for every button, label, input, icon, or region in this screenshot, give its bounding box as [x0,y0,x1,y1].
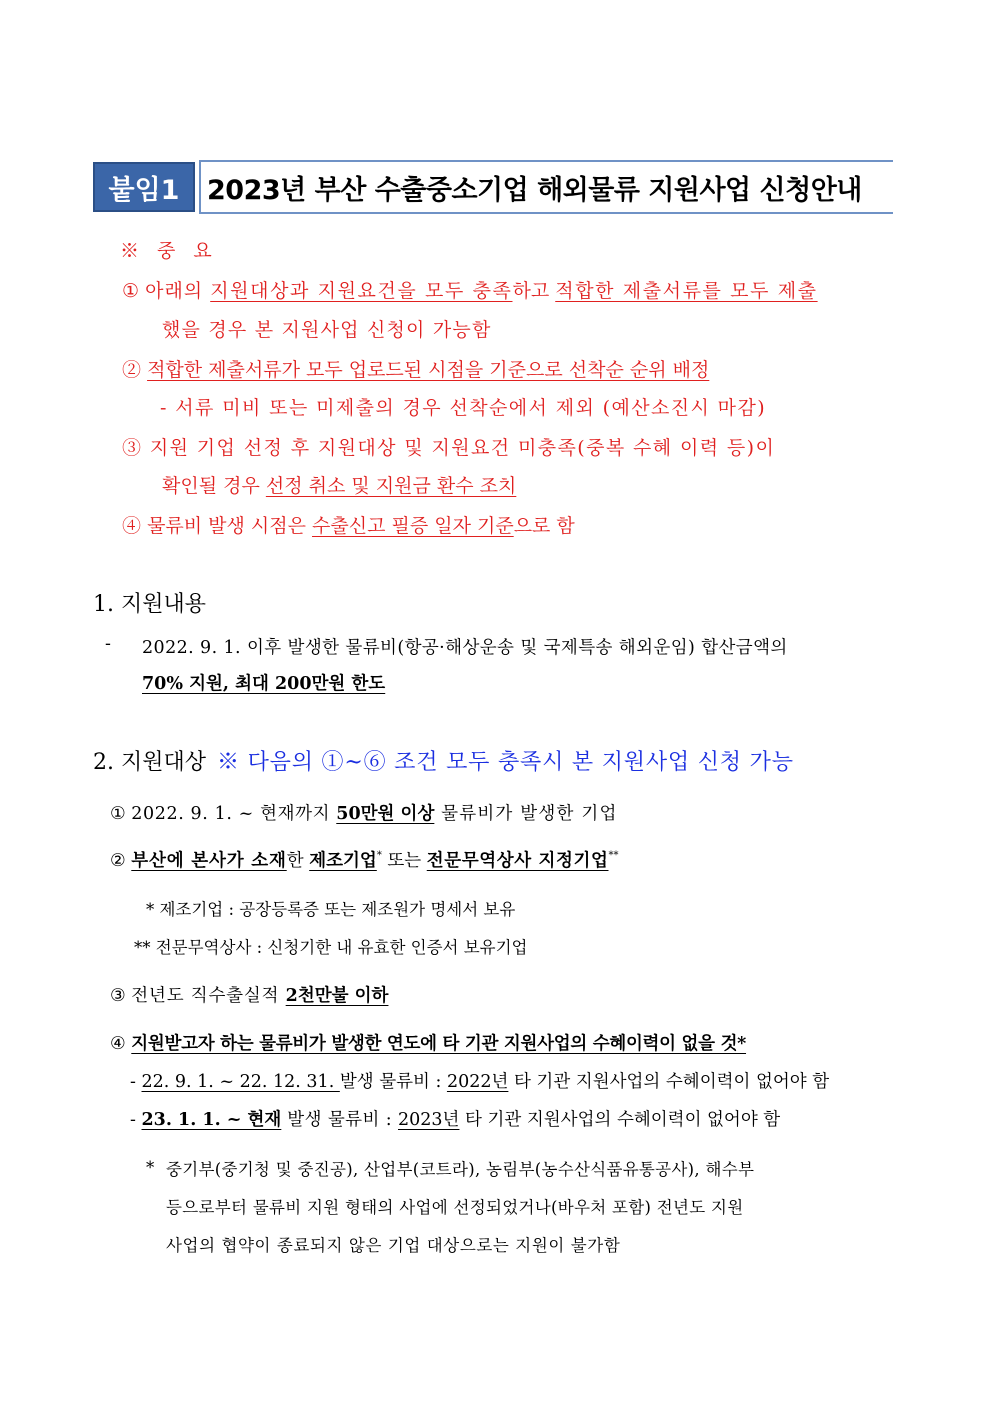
section-1-title: 1. 지원내용 [93,592,206,617]
attachment-badge: 붙임1 [93,162,195,212]
important-item-2-line-2: - 서류 미비 또는 미제출의 경우 선착순에서 제외 (예산소진시 마감) [160,397,767,419]
title-rule-bottom [201,212,893,214]
condition-4-detail-2: - 23. 1. 1. ~ 현재 발생 물류비 : 2023년 타 기관 지원사업의 수혜이력이 없어야 함 [130,1110,781,1130]
condition-4-detail-1: - 22. 9. 1. ~ 22. 12. 31. 발생 물류비 : 2022년 타 기관 지원사업의 수혜이력이 없어야 함 [130,1072,830,1092]
section-1-dash: - [105,634,111,654]
condition-3: ③ 전년도 직수출실적 2천만불 이하 [110,986,389,1006]
footnote-line-3: 사업의 협약이 종료되지 않은 기업 대상으로는 지원이 불가함 [166,1236,621,1255]
section-2-heading [93,745,794,776]
important-item-2-line-1: ② 적합한 제출서류가 모두 업로드된 시점을 기준으로 선착순 순위 배정 [122,359,710,381]
important-item-3-line-2: 확인될 경우 선정 취소 및 지원금 환수 조치 [162,475,517,497]
condition-4: ④ 지원받고자 하는 물류비가 발생한 연도에 타 기관 지원사업의 수혜이력이 없을 것* [110,1034,747,1054]
important-item-4: ④ 물류비 발생 시점은 수출신고 필증 일자 기준으로 함 [122,515,575,537]
document-header [93,160,893,216]
section-1-line-1: 2022. 9. 1. 이후 발생한 물류비(항공·해상운송 및 국제특송 해외운임) 합산금액의 [142,638,788,658]
important-item-1-line-1: ① 아래의 지원대상과 지원요건을 모두 충족하고 적합한 제출서류를 모두 제출 [122,280,818,302]
footnote-line-2: 등으로부터 물류비 지원 형태의 사업에 선정되었거나(바우처 포함) 전년도 지원 [166,1198,744,1217]
condition-2: ② 부산에 본사가 소재한 제조기업* 또는 전문무역상사 지정기업** [110,850,619,871]
document-title: 2023년 부산 수출중소기업 해외물류 지원사업 신청안내 [207,174,862,206]
section-2-title: 2. 지원대상 [93,750,206,775]
important-item-3-line-1: ③ 지원 기업 선정 후 지원대상 및 지원요건 미충족(중복 수혜 이력 등)이 [122,437,776,459]
important-heading: ※ 중 요 [120,240,218,262]
section-2-subtitle: ※ 다음의 ①~⑥ 조건 모두 충족시 본 지원사업 신청 가능 [217,750,794,775]
important-item-1-line-2: 했을 경우 본 지원사업 신청이 가능함 [162,319,492,341]
footnote-star: * [146,1158,155,1177]
section-1-line-2: 70% 지원, 최대 200만원 한도 [142,674,386,694]
condition-2-note-2: ** 전문무역상사 : 신청기한 내 유효한 인증서 보유기업 [134,938,528,957]
footnote-line-1: 중기부(중기청 및 중진공), 산업부(코트라), 농림부(농수산식품유통공사), 해수부 [166,1160,755,1179]
condition-2-note-1: * 제조기업 : 공장등록증 또는 제조원가 명세서 보유 [146,900,516,919]
condition-1: ① 2022. 9. 1. ~ 현재까지 50만원 이상 물류비가 발생한 기업 [110,804,618,824]
